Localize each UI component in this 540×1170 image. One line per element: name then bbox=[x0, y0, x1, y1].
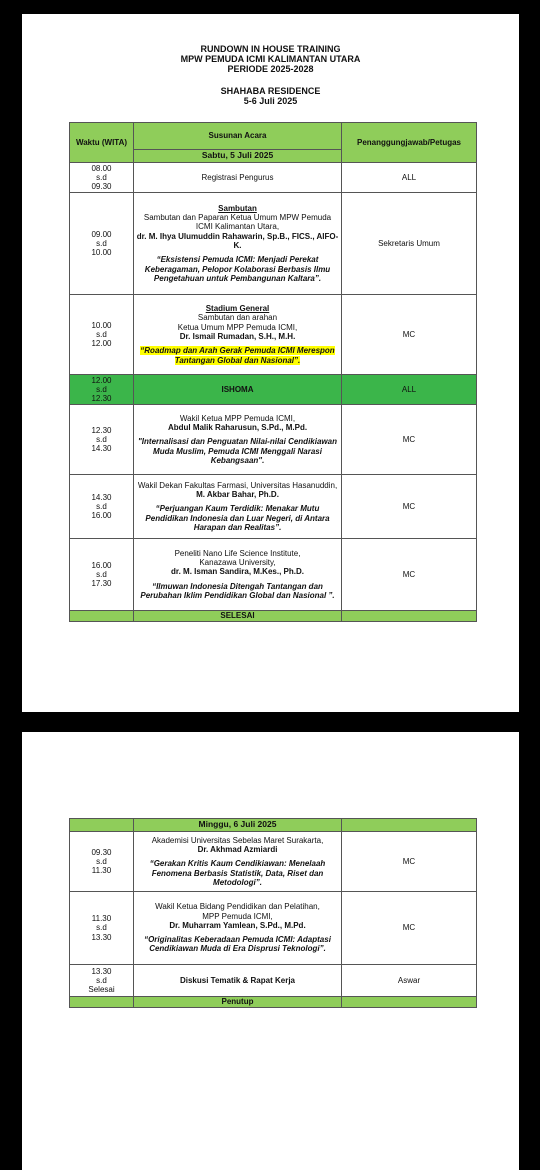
table-row bbox=[70, 405, 477, 475]
table-footer-row bbox=[70, 611, 477, 622]
time-cell: 08.00 s.d 09.30 bbox=[70, 163, 134, 193]
pic-cell: MC bbox=[342, 832, 477, 892]
col-header-pic: Penanggungjawab/Petugas bbox=[342, 123, 477, 163]
speaker-role-2: Ketua Umum MPP Pemuda ICMI, bbox=[177, 322, 298, 332]
speaker-name: Dr. Muharram Yamlean, S.Pd., M.Pd. bbox=[169, 920, 306, 930]
document-page-1 bbox=[22, 14, 519, 712]
table-row-ishoma bbox=[70, 375, 477, 405]
time-cell: 09.30 s.d 11.30 bbox=[70, 832, 134, 892]
agenda-cell bbox=[134, 539, 342, 611]
time-cell: 09.00 s.d 10.00 bbox=[70, 193, 134, 295]
document-page-2 bbox=[22, 732, 519, 1170]
doc-venue: SHAHABA RESIDENCE bbox=[220, 86, 321, 96]
speaker-role: Sambutan dan arahan bbox=[197, 313, 278, 323]
closing-label: SELESAI bbox=[134, 611, 342, 622]
speaker-name: Dr. Akhmad Azmiardi bbox=[197, 845, 278, 855]
table-row bbox=[70, 892, 477, 965]
speaker-role: Peneliti Nano Life Science Institute, bbox=[174, 548, 301, 558]
table-row bbox=[70, 832, 477, 892]
col-header-time: Waktu (WITA) bbox=[70, 123, 134, 163]
session-theme: “Originalitas Keberadaan Pemuda ICMI: Adaptasi Cendikiawan Muda di Era Disprusi Teknologi”. bbox=[144, 935, 331, 954]
session-theme: “Perjuangan Kaum Terdidik: Menakar Mutu Pendidikan Indonesia dan Luar Negeri, di Antara Harapan dan Realitas”. bbox=[145, 504, 330, 532]
pic-cell: MC bbox=[342, 892, 477, 965]
speaker-name: dr. M. Ihya Ulumuddin Rahawarin, Sp.B., FICS., AIFO-K. bbox=[136, 231, 339, 250]
agenda-cell bbox=[134, 892, 342, 965]
session-theme: “Eksistensi Pemuda ICMI: Menjadi Perekat Keberagaman, Pelopor Kolaborasi Berbasis Ilmu Pengetahuan untuk Pembangunan Kaltara”. bbox=[144, 255, 331, 283]
speaker-role: Sambutan dan Paparan Ketua Umum MPW Pemuda ICMI Kalimantan Utara, bbox=[143, 213, 332, 232]
pic-cell: Aswar bbox=[342, 965, 477, 997]
agenda-cell: ISHOMA bbox=[134, 375, 342, 405]
schedule-table-day1 bbox=[69, 122, 477, 622]
table-row bbox=[70, 163, 477, 193]
speaker-role: Wakil Ketua MPP Pemuda ICMI, bbox=[179, 413, 296, 423]
pic-cell: MC bbox=[342, 475, 477, 539]
session-theme: “Ilmuwan Indonesia Ditengah Tantangan dan Perubahan Iklim Pendidikan Global dan Nasional ”. bbox=[140, 581, 335, 600]
speaker-name: Abdul Malik Raharusun, S.Pd., M.Pd. bbox=[167, 423, 308, 433]
pic-cell: MC bbox=[342, 295, 477, 375]
speaker-role-2: MPP Pemuda ICMI, bbox=[202, 911, 273, 921]
table-row bbox=[70, 475, 477, 539]
agenda-cell bbox=[134, 295, 342, 375]
time-cell: 10.00 s.d 12.00 bbox=[70, 295, 134, 375]
doc-period: PERIODE 2025-2028 bbox=[227, 64, 314, 74]
speaker-name: Dr. Ismail Rumadan, S.H., M.H. bbox=[179, 332, 296, 341]
session-theme: "Internalisasi dan Penguatan Nilai-nilai Cendikiawan Muda Muslim, Pemuda ICMI Menggali Narasi Kebangsaan". bbox=[138, 437, 337, 465]
agenda-cell: Diskusi Tematik & Rapat Kerja bbox=[134, 965, 342, 997]
table-row bbox=[70, 193, 477, 295]
table-footer-row bbox=[70, 997, 477, 1008]
document-header bbox=[22, 14, 519, 106]
time-cell: 12.30 s.d 14.30 bbox=[70, 405, 134, 475]
speaker-role: Wakil Ketua Bidang Pendidikan dan Pelatihan, bbox=[155, 902, 320, 912]
table-header-row bbox=[70, 123, 477, 150]
pic-cell: Sekretaris Umum bbox=[342, 193, 477, 295]
agenda-cell bbox=[134, 832, 342, 892]
pic-cell: MC bbox=[342, 405, 477, 475]
agenda-heading: Sambutan bbox=[218, 203, 257, 213]
agenda-cell: Registrasi Pengurus bbox=[134, 163, 342, 193]
pic-cell: ALL bbox=[342, 375, 477, 405]
time-cell: 16.00 s.d 17.30 bbox=[70, 539, 134, 611]
agenda-heading: Stadium General bbox=[205, 304, 270, 314]
speaker-role: Wakil Dekan Fakultas Farmasi, Universitas Hasanuddin, bbox=[137, 480, 338, 490]
session-theme: “Gerakan Kritis Kaum Cendikiawan: Menelaah Fenomena Berbasis Statistik, Data, Riset dan Metodologi”. bbox=[149, 859, 326, 887]
time-cell: 14.30 s.d 16.00 bbox=[70, 475, 134, 539]
session-theme-highlighted: “Roadmap dan Arah Gerak Pemuda ICMI Merespon Tantangan Global dan Nasional”. bbox=[140, 346, 335, 365]
time-cell: 12.00 s.d 12.30 bbox=[70, 375, 134, 405]
day-header-row bbox=[70, 819, 477, 832]
day-label: Sabtu, 5 Juli 2025 bbox=[134, 150, 342, 163]
speaker-role-2: Kanazawa University, bbox=[199, 558, 276, 568]
doc-title: RUNDOWN IN HOUSE TRAINING bbox=[200, 44, 341, 54]
schedule-table-day2 bbox=[69, 818, 477, 1008]
agenda-cell bbox=[134, 193, 342, 295]
agenda-cell bbox=[134, 475, 342, 539]
table-row bbox=[70, 295, 477, 375]
doc-dates: 5-6 Juli 2025 bbox=[243, 96, 298, 106]
pic-cell: MC bbox=[342, 539, 477, 611]
day-label: Minggu, 6 Juli 2025 bbox=[134, 819, 342, 832]
doc-organization: MPW PEMUDA ICMI KALIMANTAN UTARA bbox=[180, 54, 361, 64]
time-cell: 13.30 s.d Selesai bbox=[70, 965, 134, 997]
table-row bbox=[70, 539, 477, 611]
agenda-cell bbox=[134, 405, 342, 475]
col-header-agenda: Susunan Acara bbox=[134, 123, 342, 150]
speaker-name: M. Akbar Bahar, Ph.D. bbox=[196, 490, 279, 500]
table-row bbox=[70, 965, 477, 997]
closing-label: Penutup bbox=[134, 997, 342, 1008]
time-cell: 11.30 s.d 13.30 bbox=[70, 892, 134, 965]
speaker-role: Akademisi Universitas Sebelas Maret Surakarta, bbox=[151, 835, 324, 845]
pic-cell: ALL bbox=[342, 163, 477, 193]
speaker-name: dr. M. Isman Sandira, M.Kes., Ph.D. bbox=[171, 567, 304, 577]
